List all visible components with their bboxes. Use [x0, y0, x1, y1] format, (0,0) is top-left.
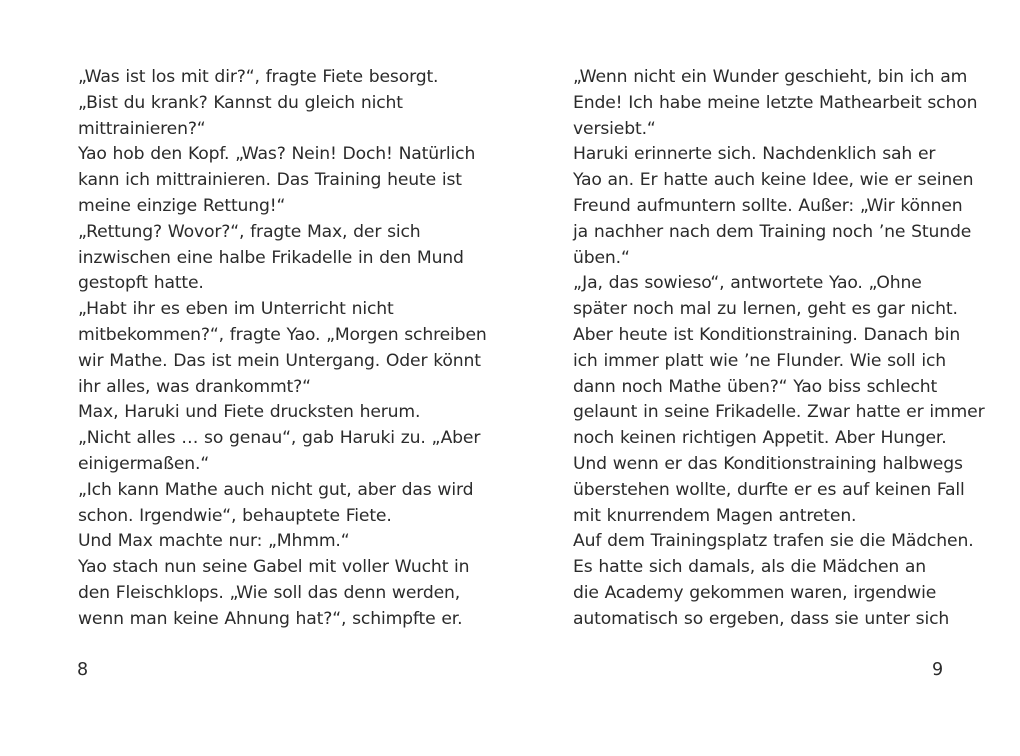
text-line: „Rettung? Wovor?“, fragte Max, der sich	[78, 221, 421, 242]
text-line: den Fleischklops. „Wie soll das denn werden,	[78, 582, 461, 603]
text-line: noch keinen richtigen Appetit. Aber Hunger.	[573, 428, 947, 449]
text-line: Es hatte sich damals, als die Mädchen an	[573, 557, 927, 578]
text-line: wir Mathe. Das ist mein Untergang. Oder könnt	[78, 350, 481, 371]
text-line: meine einzige Rettung!“	[78, 195, 286, 216]
right-page-text	[573, 65, 985, 633]
text-line: Yao an. Er hatte auch keine Idee, wie er seinen	[573, 170, 974, 191]
text-line: „Bist du krank? Kannst du gleich nicht	[78, 92, 403, 113]
text-line: „Wenn nicht ein Wunder geschieht, bin ich am	[573, 67, 968, 87]
text-line: ja nachher nach dem Training noch ’ne Stunde	[573, 221, 972, 242]
text-line: später noch mal zu lernen, geht es gar nicht.	[573, 299, 958, 320]
text-line: Auf dem Trainingsplatz trafen sie die Mädchen.	[573, 531, 974, 552]
text-line: mitbekommen?“, fragte Yao. „Morgen schreiben	[78, 324, 487, 345]
right-page	[510, 0, 1020, 756]
text-line: versiebt.“	[573, 118, 656, 139]
text-line: die Academy gekommen waren, irgendwie	[573, 582, 937, 603]
text-line: kann ich mittrainieren. Das Training heute ist	[78, 170, 462, 191]
text-line: „Habt ihr es eben im Unterricht nicht	[78, 299, 394, 320]
text-line: ihr alles, was drankommt?“	[78, 376, 311, 397]
text-line: Ende! Ich habe meine letzte Mathearbeit schon	[573, 92, 978, 113]
text-line: Yao stach nun seine Gabel mit voller Wucht in	[78, 557, 470, 578]
text-line: üben.“	[573, 247, 630, 268]
text-line: Und Max machte nur: „Mhmm.“	[78, 531, 350, 552]
text-line: mit knurrendem Magen antreten.	[573, 505, 857, 526]
text-line: gelaunt in seine Frikadelle. Zwar hatte er immer	[573, 402, 985, 423]
page-number: 9	[932, 660, 944, 680]
text-line: Freund aufmuntern sollte. Außer: „Wir können	[573, 195, 963, 216]
text-line: dann noch Mathe üben?“ Yao biss schlecht	[573, 376, 938, 397]
left-page-text	[78, 65, 487, 633]
text-line: Haruki erinnerte sich. Nachdenklich sah er	[573, 144, 936, 165]
text-line: einigermaßen.“	[78, 453, 210, 474]
text-line: Max, Haruki und Fiete drucksten herum.	[78, 402, 421, 423]
text-line: wenn man keine Ahnung hat?“, schimpfte er.	[78, 608, 463, 629]
text-line: überstehen wollte, durfte er es auf keinen Fall	[573, 479, 965, 500]
text-line: „Nicht alles … so genau“, gab Haruki zu. „Aber	[78, 428, 481, 449]
text-line: „Ich kann Mathe auch nicht gut, aber das wird	[78, 479, 474, 500]
text-line: ich immer platt wie ’ne Flunder. Wie soll ich	[573, 350, 946, 371]
text-line: schon. Irgendwie“, behauptete Fiete.	[78, 505, 392, 526]
text-line: „Was ist los mit dir?“, fragte Fiete besorgt.	[78, 67, 439, 87]
page-number: 8	[77, 660, 89, 680]
text-line: automatisch so ergeben, dass sie unter sich	[573, 608, 950, 629]
text-line: Yao hob den Kopf. „Was? Nein! Doch! Natürlich	[78, 144, 476, 165]
text-line: gestopft hatte.	[78, 273, 204, 294]
text-line: Und wenn er das Konditionstraining halbwegs	[573, 453, 963, 474]
text-line: Aber heute ist Konditionstraining. Danach bin	[573, 324, 961, 345]
text-line: inzwischen eine halbe Frikadelle in den Mund	[78, 247, 464, 268]
text-line: mittrainieren?“	[78, 118, 206, 139]
text-line: „Ja, das sowieso“, antwortete Yao. „Ohne	[573, 273, 922, 294]
